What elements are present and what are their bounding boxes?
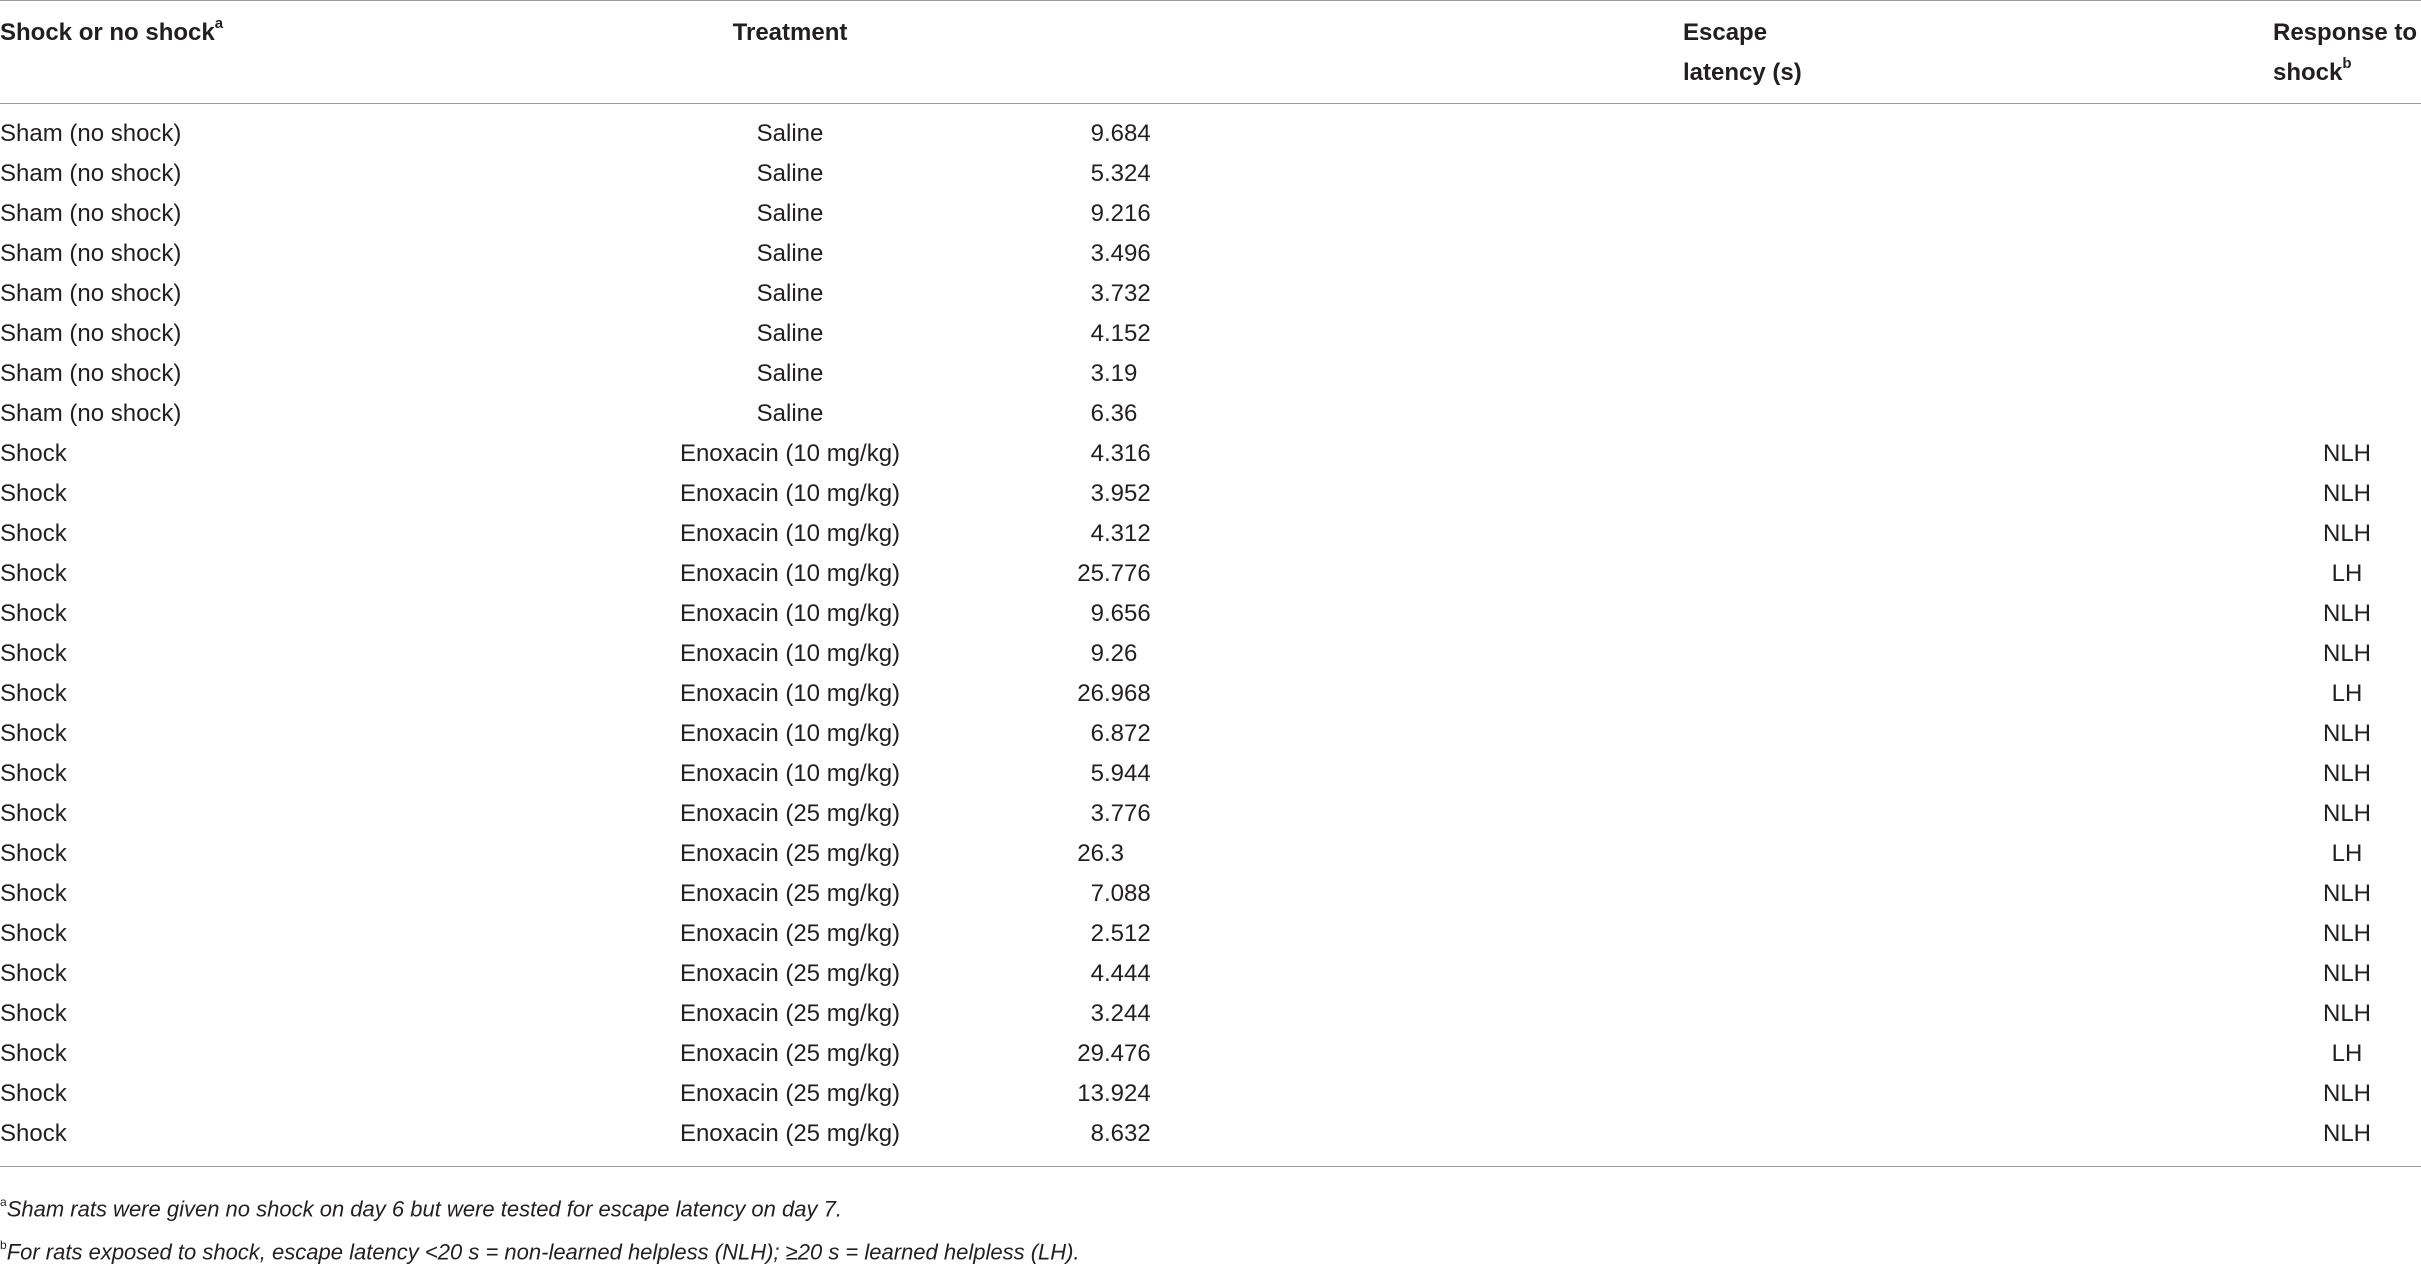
cell-response: LH	[2331, 1040, 2363, 1067]
cell-shock: Shock	[0, 720, 67, 747]
cell-shock: Shock	[0, 920, 67, 947]
cell-treatment: Saline	[756, 280, 824, 307]
cell-escape-latency: 26.3	[1077, 840, 1125, 867]
header-response-line1: Response to	[2273, 19, 2418, 46]
cell-treatment: Enoxacin (25 mg/kg)	[679, 920, 901, 947]
header-escape-latency	[1100, 1, 2273, 104]
cell-shock: Shock	[0, 680, 67, 707]
cell-response	[2273, 314, 2421, 354]
header-row	[0, 1, 2421, 104]
table-row	[0, 754, 2421, 794]
cell-escape-latency: 25.776	[1077, 560, 1151, 587]
cell-escape-latency: 13.924	[1077, 1080, 1151, 1107]
cell-treatment: Saline	[756, 240, 824, 267]
footnote-b-text: For rats exposed to shock, escape latency <20 s = non-learned helpless (NLH); ≥20 s = learned helpless (LH).	[6, 1239, 1080, 1265]
table-row	[0, 954, 2421, 994]
footnote-a	[0, 1185, 1758, 1228]
cell-escape-latency: 6.36	[1090, 400, 1138, 427]
cell-shock: Shock	[0, 1120, 67, 1147]
cell-treatment: Enoxacin (10 mg/kg)	[679, 640, 901, 667]
table-row	[0, 714, 2421, 754]
table-row	[0, 1034, 2421, 1074]
table-row	[0, 154, 2421, 194]
cell-treatment: Enoxacin (25 mg/kg)	[679, 1080, 901, 1107]
table-row	[0, 874, 2421, 914]
cell-treatment: Saline	[756, 160, 824, 187]
header-response-line2: shock	[2273, 59, 2343, 86]
cell-treatment: Saline	[756, 320, 824, 347]
cell-shock: Sham (no shock)	[0, 160, 182, 187]
cell-shock: Sham (no shock)	[0, 200, 182, 227]
cell-escape-latency: 3.776	[1090, 800, 1151, 827]
table-row	[0, 1074, 2421, 1114]
cell-escape-latency: 4.316	[1090, 440, 1151, 467]
cell-treatment: Enoxacin (25 mg/kg)	[679, 1040, 901, 1067]
table-row	[0, 274, 2421, 314]
cell-treatment: Enoxacin (10 mg/kg)	[679, 520, 901, 547]
table-row	[0, 634, 2421, 674]
cell-response	[2273, 394, 2421, 434]
cell-treatment: Saline	[756, 200, 824, 227]
footnote-a-mark: a	[0, 1195, 7, 1209]
cell-escape-latency: 8.632	[1090, 1120, 1151, 1147]
cell-treatment: Enoxacin (10 mg/kg)	[679, 680, 901, 707]
cell-escape-latency: 9.656	[1090, 600, 1151, 627]
table-row	[0, 394, 2421, 434]
cell-escape-latency: 3.244	[1090, 1000, 1151, 1027]
table-row	[0, 674, 2421, 714]
cell-response: NLH	[2322, 440, 2371, 467]
footnotes	[0, 1185, 1758, 1272]
footnote-b-mark: b	[0, 1238, 7, 1253]
cell-shock: Shock	[0, 760, 67, 787]
table-row	[0, 514, 2421, 554]
cell-treatment: Enoxacin (10 mg/kg)	[679, 440, 901, 467]
table-row	[0, 834, 2421, 874]
cell-escape-latency: 3.19	[1090, 360, 1138, 387]
cell-response	[2273, 234, 2421, 274]
cell-escape-latency: 9.216	[1090, 200, 1151, 227]
header-response	[2273, 1, 2421, 104]
cell-response: NLH	[2322, 600, 2371, 627]
header-shock-label: Shock or no shock	[0, 19, 215, 46]
table-row	[0, 194, 2421, 234]
header-shock-footnote-mark: a	[214, 15, 224, 32]
table-row	[0, 354, 2421, 394]
cell-escape-latency: 3.732	[1090, 280, 1151, 307]
cell-shock: Shock	[0, 1040, 67, 1067]
header-response-footnote-mark: b	[2342, 55, 2352, 72]
cell-response	[2273, 354, 2421, 394]
header-escape-latency-line2: latency (s)	[1683, 59, 1802, 86]
cell-shock: Shock	[0, 1080, 67, 1107]
cell-response: LH	[2331, 680, 2363, 707]
table-body	[0, 104, 2421, 1167]
cell-response	[2273, 154, 2421, 194]
cell-treatment: Enoxacin (10 mg/kg)	[679, 480, 901, 507]
cell-escape-latency: 3.496	[1090, 240, 1151, 267]
cell-shock: Shock	[0, 560, 67, 587]
cell-response: LH	[2331, 840, 2363, 867]
cell-treatment: Enoxacin (10 mg/kg)	[679, 600, 901, 627]
table-row	[0, 314, 2421, 354]
cell-response: LH	[2331, 560, 2363, 587]
cell-response: NLH	[2322, 1080, 2371, 1107]
cell-shock: Shock	[0, 520, 67, 547]
table-row	[0, 554, 2421, 594]
cell-shock: Shock	[0, 640, 67, 667]
cell-response	[2273, 104, 2421, 155]
cell-treatment: Saline	[756, 360, 824, 387]
cell-escape-latency: 5.324	[1090, 160, 1151, 187]
table-row	[0, 794, 2421, 834]
cell-escape-latency: 29.476	[1077, 1040, 1151, 1067]
cell-treatment: Enoxacin (25 mg/kg)	[679, 1120, 901, 1147]
cell-escape-latency: 4.444	[1090, 960, 1151, 987]
cell-escape-latency: 9.684	[1090, 120, 1151, 147]
cell-response: NLH	[2322, 960, 2371, 987]
cell-response: NLH	[2322, 800, 2371, 827]
cell-escape-latency: 2.512	[1090, 920, 1151, 947]
cell-response: NLH	[2322, 1000, 2371, 1027]
cell-treatment: Enoxacin (25 mg/kg)	[679, 800, 901, 827]
cell-response: NLH	[2322, 480, 2371, 507]
footnote-a-text: Sham rats were given no shock on day 6 but were tested for escape latency on day 7.	[6, 1196, 842, 1222]
table-row	[0, 234, 2421, 274]
cell-shock: Shock	[0, 440, 67, 467]
cell-escape-latency: 6.872	[1090, 720, 1151, 747]
cell-shock: Sham (no shock)	[0, 360, 182, 387]
table-row	[0, 994, 2421, 1034]
table-row	[0, 434, 2421, 474]
cell-treatment: Saline	[756, 120, 824, 147]
table-row	[0, 104, 2421, 155]
cell-response: NLH	[2322, 880, 2371, 907]
cell-escape-latency: 4.312	[1090, 520, 1151, 547]
cell-response: NLH	[2322, 520, 2371, 547]
cell-response	[2273, 274, 2421, 314]
cell-escape-latency: 4.152	[1090, 320, 1151, 347]
cell-shock: Shock	[0, 840, 67, 867]
cell-response: NLH	[2322, 760, 2371, 787]
cell-response: NLH	[2322, 920, 2371, 947]
cell-shock: Shock	[0, 1000, 67, 1027]
footnote-b	[0, 1228, 1758, 1271]
cell-treatment: Enoxacin (25 mg/kg)	[679, 840, 901, 867]
table-row	[0, 594, 2421, 634]
header-escape-latency-line1: Escape	[1683, 19, 1768, 46]
cell-response: NLH	[2322, 640, 2371, 667]
table-header	[0, 1, 2421, 104]
cell-treatment: Saline	[756, 400, 824, 427]
cell-shock: Sham (no shock)	[0, 120, 182, 147]
cell-treatment: Enoxacin (10 mg/kg)	[679, 760, 901, 787]
cell-shock: Shock	[0, 800, 67, 827]
cell-escape-latency: 7.088	[1090, 880, 1151, 907]
table-row	[0, 914, 2421, 954]
cell-escape-latency: 9.26	[1090, 640, 1138, 667]
header-treatment: Treatment	[732, 19, 848, 46]
cell-response: NLH	[2322, 1120, 2371, 1147]
cell-treatment: Enoxacin (10 mg/kg)	[679, 560, 901, 587]
table-row	[0, 1114, 2421, 1167]
cell-escape-latency: 26.968	[1077, 680, 1151, 707]
cell-shock: Shock	[0, 960, 67, 987]
cell-response	[2273, 194, 2421, 234]
cell-treatment: Enoxacin (25 mg/kg)	[679, 1000, 901, 1027]
cell-shock: Sham (no shock)	[0, 400, 182, 427]
cell-treatment: Enoxacin (10 mg/kg)	[679, 720, 901, 747]
cell-treatment: Enoxacin (25 mg/kg)	[679, 880, 901, 907]
table-row	[0, 474, 2421, 514]
cell-shock: Shock	[0, 480, 67, 507]
cell-shock: Shock	[0, 600, 67, 627]
cell-shock: Sham (no shock)	[0, 280, 182, 307]
cell-shock: Sham (no shock)	[0, 240, 182, 267]
cell-shock: Sham (no shock)	[0, 320, 182, 347]
header-shock	[0, 1, 560, 104]
cell-treatment: Enoxacin (25 mg/kg)	[679, 960, 901, 987]
cell-shock: Shock	[0, 880, 67, 907]
cell-escape-latency: 3.952	[1090, 480, 1151, 507]
cell-response: NLH	[2322, 720, 2371, 747]
cell-escape-latency: 5.944	[1090, 760, 1151, 787]
